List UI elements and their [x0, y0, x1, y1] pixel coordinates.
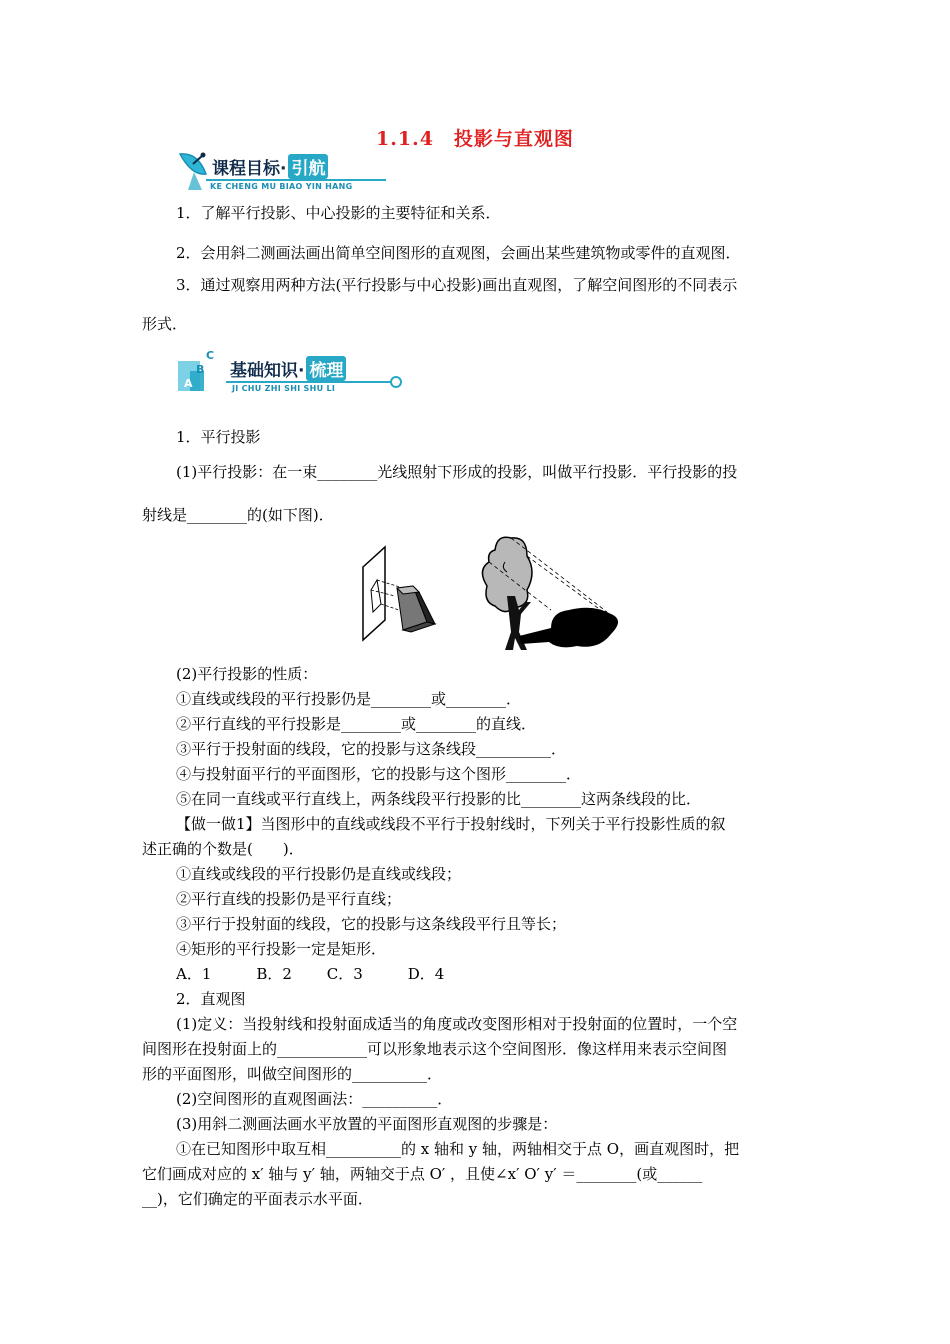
- property-4: ④与投射面平行的平面图形，它的投影与这个图形________．: [176, 765, 582, 783]
- exercise-item-4: ④矩形的平行投影一定是矩形．: [176, 940, 387, 958]
- page-title: 1.1.4 投影与直观图: [376, 128, 574, 150]
- goal-1: 1．了解平行投影、中心投影的主要特征和关系．: [176, 204, 501, 222]
- goal-2: 2．会用斜二测画法画出简单空间图形的直观图，会画出某些建筑物或零件的直观图．: [176, 244, 741, 262]
- goal-3: 3．通过观察用两种方法(平行投影与中心投影)画出直观图，了解空间图形的不同表示: [176, 276, 738, 294]
- property-2: ②平行直线的平行投影是________或________的直线．: [176, 715, 537, 733]
- exercise-item-3: ③平行于投射面的线段，它的投影与这条线段平行且等长；: [176, 915, 567, 933]
- exercise-item-2: ②平行直线的投影仍是平行直线；: [176, 890, 402, 908]
- step-1-end: __)，它们确定的平面表示水平面．: [142, 1190, 373, 1208]
- banner-underline: [206, 179, 386, 181]
- banner-subtitle: KE CHENG MU BIAO YIN HANG: [210, 182, 353, 191]
- exercise-item-1: ①直线或线段的平行投影仍是直线或线段；: [176, 865, 462, 883]
- intuitive-diagram-definition-cont: 间图形在投射面上的____________可以形象地表示这个空间图形．像这样用来表示空间图: [142, 1040, 728, 1058]
- svg-text:A: A: [184, 377, 193, 390]
- step-1-cont: 它们画成对应的 x′ 轴与 y′ 轴，两轴交于点 O′ ，且使∠x′ O′ y′ ＝________(或______: [142, 1165, 703, 1183]
- exercise-1-question-cont: 述正确的个数是( )．: [142, 840, 304, 858]
- section1-heading: 1．平行投影: [176, 428, 261, 446]
- steps-heading: (3)用斜二测画法画水平放置的平面图形直观图的步骤是：: [176, 1115, 558, 1133]
- section2-heading: 2．直观图: [176, 990, 246, 1008]
- goal-3-cont: 形式．: [142, 315, 188, 333]
- exercise-options: A．1 B．2 C．3 D．4: [176, 965, 445, 983]
- properties-heading: (2)平行投影的性质：: [176, 665, 318, 683]
- basic-knowledge-banner: [176, 347, 406, 395]
- exercise-1-question: 【做一做1】当图形中的直线或线段不平行于投射线时，下列关于平行投影性质的叙: [176, 815, 726, 833]
- banner-title: 基础知识·: [230, 361, 305, 381]
- drawing-method: (2)空间图形的直观图画法：__________．: [176, 1090, 453, 1108]
- course-goals-banner: [176, 148, 406, 194]
- banner-underline: [226, 381, 392, 383]
- abc-blocks-icon: [176, 347, 224, 395]
- banner-tag: 引航: [288, 154, 328, 179]
- property-5: ⑤在同一直线或平行直线上，两条线段平行投影的比________这两条线段的比．: [176, 790, 702, 808]
- step-1: ①在已知图形中取互相__________的 x 轴和 y 轴，两轴相交于点 O，画直观图时，把: [176, 1140, 740, 1158]
- parallel-projection-figure: [355, 532, 625, 657]
- banner-subtitle: JI CHU ZHI SHI SHU LI: [232, 384, 336, 393]
- banner-title: 课程目标·: [212, 159, 287, 179]
- banner-tag: 梳理: [306, 356, 346, 381]
- svg-text:C: C: [206, 349, 215, 362]
- banner-dot: [390, 376, 402, 388]
- parallel-projection-definition-cont: 射线是________的(如下图)．: [142, 506, 334, 524]
- intuitive-diagram-definition: (1)定义：当投射线和投射面成适当的角度或改变图形相对于投射面的位置时，一个空: [176, 1015, 738, 1033]
- parallel-projection-definition: (1)平行投影：在一束________光线照射下形成的投影，叫做平行投影．平行投影的投: [176, 463, 738, 481]
- property-3: ③平行于投射面的线段，它的投影与这条线段__________．: [176, 740, 567, 758]
- svg-text:B: B: [196, 363, 205, 376]
- property-1: ①直线或线段的平行投影仍是________或________．: [176, 690, 522, 708]
- intuitive-diagram-definition-end: 形的平面图形，叫做空间图形的__________．: [142, 1065, 443, 1083]
